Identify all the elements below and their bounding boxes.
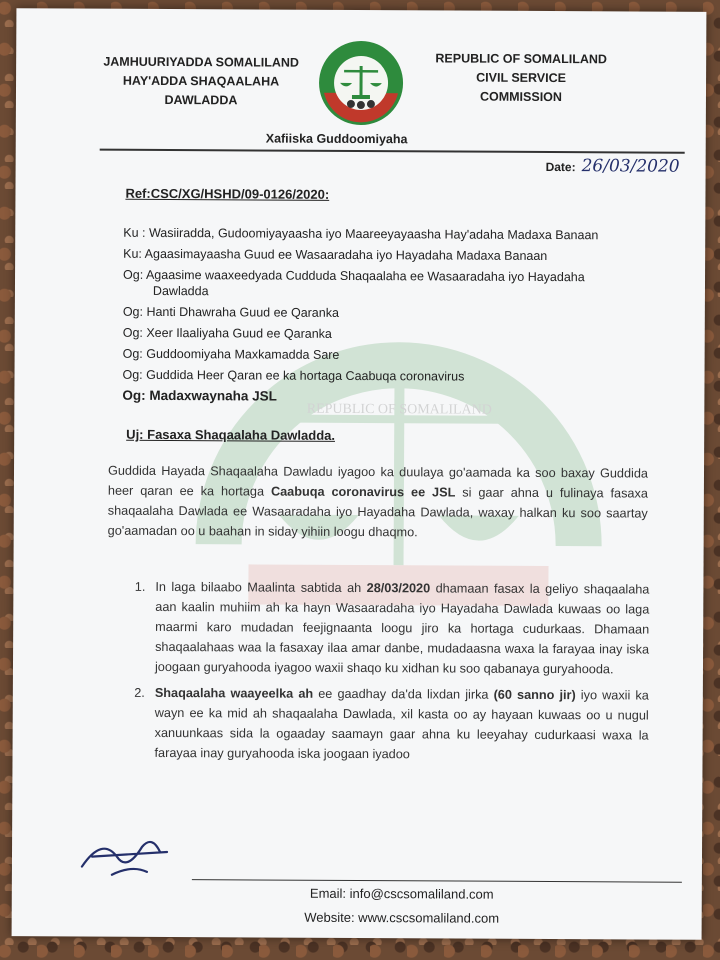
- signature-icon: [72, 827, 192, 888]
- date-field: [546, 156, 680, 177]
- header-right-line: CIVIL SERVICE: [476, 70, 567, 86]
- list-item-text: [155, 577, 650, 680]
- item-bold: 28/03/2020: [366, 581, 431, 596]
- footer-website: Website: www.cscsomaliland.com: [304, 909, 500, 926]
- addressee-line: Ku: Agaasimayaasha Guud ee Wasaaradaha iyo Hayadaha Madaxa Banaan: [123, 246, 548, 263]
- item-text: iyo waxii ka wayn ee ka mid ah shaqaalaha Dawlada, xil kasta oo ay hayaan kuwaas oo u nugul xanuunkaas sida la ogaaday saamayn gaar ahna ku leeyahay cudurkaasi waxa la farayaa inay guryahooda iska joogaan iyadoo: [154, 688, 649, 762]
- footer-divider: [192, 879, 682, 883]
- intro-paragraph: [108, 461, 648, 544]
- addressee-line: Og: Hanti Dhawraha Guud ee Qaranka: [122, 304, 339, 320]
- header-left-line: JAMHUURIYADDA SOMALILAND: [103, 54, 299, 70]
- item-text: In laga bilaabo Maalinta sabtida ah: [155, 579, 367, 596]
- intro-bold: Caabuqa coronavirus ee JSL: [270, 484, 456, 500]
- header-right: [416, 49, 626, 107]
- commission-logo-icon: [316, 38, 406, 128]
- item-text: dhamaan fasax la geliyo shaqaalaha aan kaalin muhiim ah ka hayn Wasaaradaha iyo Hayadaha Dawlada kuwaas oo laga maarmi karo mudadan feejignaanta loogu jiro ka hortaga cudurkaas. Dhamaan shaqaalahaas waa la fasaxay ilaa amar danbe, mudadaasna waxa la farayaa inay iska joogaan guryahooda iyagoo waxii shaqo ku xidhan ku soo qabanaya guryahooda.: [154, 581, 650, 677]
- addressee-line: Og: Guddoomiyaha Maxkamadda Sare: [122, 346, 340, 362]
- header-left-line: DAWLADDA: [164, 92, 238, 108]
- date-label: Date:: [545, 159, 576, 175]
- date-value: 26/03/2020: [581, 156, 680, 177]
- header-divider: [100, 149, 685, 154]
- list-number: 1.: [134, 579, 146, 594]
- list-number: 2.: [134, 685, 145, 700]
- item-bold: (60 sanno jir): [493, 687, 576, 703]
- list-item-text: [154, 683, 648, 766]
- addressee-line: Og: Xeer Ilaaliyaha Guud ee Qaranka: [122, 325, 332, 341]
- numbered-list: [108, 577, 649, 772]
- header-left: [96, 53, 306, 111]
- header-right-line: COMMISSION: [479, 89, 562, 105]
- intro-text: Guddida Hayada Shaqaalaha Dawladu iyagoo ka duulaya go'aamada ka soo baxay Guddida heer qaran ee ka hortaga: [107, 463, 649, 499]
- reference-number: Ref:CSC/XG/HSHD/09-0126/2020:: [125, 185, 330, 202]
- watermark-text: REPUBLIC OF SOMALILAND: [306, 401, 492, 418]
- addressee-line: Og: Guddida Heer Qaran ee ka hortaga Caabuqa coronavirus: [122, 367, 465, 384]
- addressee-list: [122, 225, 603, 412]
- footer-email: Email: info@cscsomaliland.com: [309, 885, 494, 902]
- subject-line: Uj: Fasaxa Shaqaalaha Dawladda.: [126, 426, 336, 443]
- header-left-line: HAY'ADDA SHAQAALAHA: [122, 73, 280, 89]
- item-bold: Shaqaalaha waayeelka ah: [154, 685, 314, 701]
- addressee-line: Ku : Wasiiradda, Gudoomiyayaasha iyo Maareeyayaasha Hay'adaha Madaxa Banaan: [123, 225, 599, 243]
- list-item: [109, 577, 650, 680]
- header-right-line: REPUBLIC OF SOMALILAND: [435, 51, 607, 67]
- item-text: ee gaadhay da'da lixdan jirka: [313, 686, 494, 702]
- office-title: Xafiiska Guddoomiyaha: [265, 131, 408, 147]
- addressee-line: Og: Madaxwaynaha JSL: [122, 387, 277, 404]
- letter-page: [12, 8, 707, 940]
- intro-text: si gaar ahna u fulinaya fasaxa shaqaalaha Dawlada ee Wasaaradaha iyo Hayadaha Dawlada, waxay halkan ku soo saartay go'aamadan oo u baahan in siday yihiin loogu dhaqmo.: [107, 485, 648, 540]
- addressee-line: Og: Agaasime waaxeedyada Cudduda Shaqaalaha ee Wasaaradaha iyo Hayadaha Dawladda: [123, 267, 585, 299]
- list-item: [108, 683, 648, 766]
